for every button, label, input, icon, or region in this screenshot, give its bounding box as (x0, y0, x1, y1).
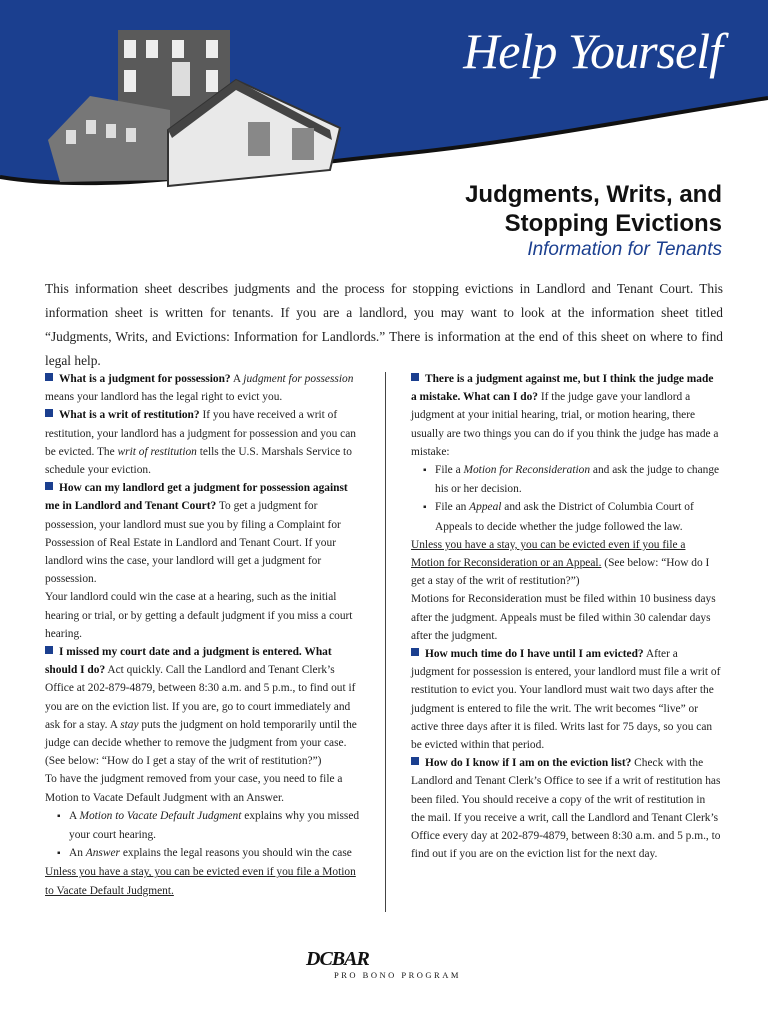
warning-underlined: Unless you have a stay, you can be evicted even if you file a Motion to Vacate Default Judgment. (45, 866, 356, 897)
square-bullet-icon (411, 757, 419, 765)
square-bullet-icon (45, 409, 53, 417)
question-heading: How can my landlord get a judgment for possession against me in Landlord and Tenant Court? (45, 482, 348, 513)
bullet-item: ▪ File a Motion for Reconsideration and ask the judge to change his or her decision. (411, 461, 721, 498)
square-bullet-icon (45, 646, 53, 654)
question-heading: I missed my court date and a judgment is entered. What should I do? (45, 646, 332, 677)
bullet-item: ▪ File an Appeal and ask the District of Columbia Court of Appeals to decide whether the judge followed the law. (411, 498, 721, 535)
square-bullet-icon (45, 482, 53, 490)
pro-bono-program-label: PRO BONO PROGRAM (334, 970, 461, 980)
column-divider (385, 372, 386, 912)
section-time-until-evicted: How much time do I have until I am evicted? After a judgment for possession is entered, your landlord must file a writ of restitution to evict you. Your landlord must wait two days after the judgment is entered to file the writ. The writ becomes “live” or active three days after it is filed. Writs last for 75 days, so you can be evicted within that period. (411, 648, 721, 752)
square-bullet-icon (411, 373, 419, 381)
question-heading: How much time do I have until I am evicted? (425, 648, 644, 661)
question-heading: What is a judgment for possession? (59, 373, 231, 385)
brand-title: Help Yourself (463, 23, 722, 79)
paragraph: To have the judgment removed from your case, you need to file a Motion to Vacate Default Judgment with an Answer. (45, 773, 343, 804)
section-eviction-list: How do I know if I am on the eviction list? Check with the Landlord and Tenant Clerk’s Office to see if a writ of restitution has been filed. You should receive a copy of the writ of restitution in the mail. If you receive a writ, call the Landlord and Tenant Clerk’s Office every day at 202-879-4879, between 8:30 a.m. and 5 p.m., to find out if you are on the eviction list for the next day. (411, 757, 721, 861)
warning-underlined: Unless you have a stay, you can be evicted even if you file a Motion for Reconsideration or an Appeal. (411, 538, 686, 570)
warning-paragraph: Unless you have a stay, you can be evicted even if you file a Motion for Reconsideration or an Appeal. (See below: “How do I get a stay of the writ of restitution?”) (411, 538, 710, 588)
bullet-item: ▪ A Motion to Vacate Default Judgment explains why you missed your court hearing. (45, 807, 363, 844)
right-column (411, 370, 721, 863)
intro-paragraph: This information sheet describes judgments and the process for stopping evictions in Landlord and Tenant Court. This information sheet is written for tenants. If you are a landlord, you may want to look at the information sheet titled “Judgments, Writs, and Evictions: Information for Landlords.” There is information at the end of this sheet on where to find legal help. (45, 281, 723, 368)
square-bullet-icon (411, 648, 419, 656)
dc-bar-logo (300, 948, 480, 988)
question-heading: What is a writ of restitution? (59, 409, 200, 422)
title-line-1: Judgments, Writs, and (465, 181, 722, 208)
question-heading: How do I know if I am on the eviction list? (425, 757, 632, 770)
left-column (45, 370, 363, 900)
square-bullet-icon (45, 373, 53, 381)
section-writ-of-restitution: What is a writ of restitution? If you have received a writ of restitution, your landlord has a judgment for possession and you can be evicted. The writ of restitution tells the U.S. Marshals Service to schedule your eviction. (45, 409, 356, 477)
document-title (465, 180, 722, 262)
section-judge-made-mistake: There is a judgment against me, but I think the judge made a mistake. What can I do? If the judge gave your landlord a judgment at your initial hearing, trial, or motion hearing, there usually are two things you can do if you think the judge has made a mistake: (411, 373, 719, 458)
header-banner (0, 0, 768, 200)
subtitle: Information for Tenants (527, 239, 722, 260)
section-judgment-for-possession: What is a judgment for possession? A judgment for possession means your landlord has the legal right to evict you. (45, 373, 354, 404)
logo-wordmark: DCBAR (306, 948, 369, 970)
title-line-2: Stopping Evictions (504, 210, 722, 237)
section-how-landlord-gets-judgment: How can my landlord get a judgment for possession against me in Landlord and Tenant Court? To get a judgment for possession, your landlord must sue you by filing a Complaint for Possession of Real Estate in Landlord and Tenant Court. If your landlord wins the case, your landlord will get a judgment for possession. (45, 482, 348, 586)
question-heading: There is a judgment against me, but I think the judge made a mistake. What can I do? (411, 373, 714, 404)
paragraph: Your landlord could win the case at a hearing, such as the initial hearing or trial, or by getting a default judgment if you miss a court hearing. (45, 591, 353, 640)
paragraph: Motions for Reconsideration must be filed within 10 business days after the judgment. Appeals must be filed within 30 calendar days after the judgment. (411, 593, 716, 642)
section-missed-court-date: I missed my court date and a judgment is entered. What should I do? Act quickly. Call the Landlord and Tenant Clerk’s Office at 202-879-4879, between 8:30 a.m. and 5 p.m., to find out if you are on the eviction list. If you are, go to court immediately and ask for a stay. A stay puts the judgment on hold temporarily until the judge can decide whether to remove the judgment from your case. (See below: “How do I get a stay of the writ of restitution?”) (45, 646, 357, 768)
bullet-item: ▪ An Answer explains the legal reasons you should win the case (45, 844, 363, 863)
